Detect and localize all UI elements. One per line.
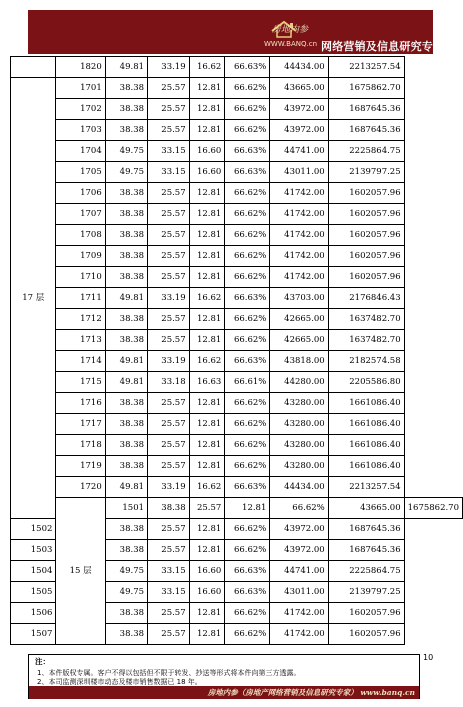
shared-cell: 12.81 bbox=[189, 330, 225, 351]
shared-cell: 12.81 bbox=[189, 435, 225, 456]
unit-cell: 1705 bbox=[56, 162, 105, 183]
area-cell: 38.38 bbox=[105, 435, 147, 456]
logo-url: WWW.BANQ.cn bbox=[264, 40, 318, 48]
area-cell: 38.38 bbox=[105, 624, 147, 645]
shared-cell: 12.81 bbox=[189, 393, 225, 414]
total-cell: 2176846.43 bbox=[328, 288, 404, 309]
area-cell: 38.38 bbox=[105, 204, 147, 225]
rate-cell: 66.62% bbox=[270, 498, 328, 519]
inner-cell: 25.57 bbox=[148, 540, 190, 561]
price-cell: 44434.00 bbox=[270, 477, 328, 498]
price-cell: 41742.00 bbox=[270, 225, 328, 246]
inner-cell: 25.57 bbox=[148, 414, 190, 435]
inner-cell: 33.19 bbox=[148, 477, 190, 498]
inner-cell: 25.57 bbox=[148, 267, 190, 288]
shared-cell: 16.60 bbox=[189, 141, 225, 162]
total-cell: 2225864.75 bbox=[328, 141, 404, 162]
unit-cell: 1712 bbox=[56, 309, 105, 330]
table-row bbox=[11, 330, 463, 351]
inner-cell: 25.57 bbox=[148, 330, 190, 351]
floor-cell: 17 层 bbox=[11, 78, 56, 519]
price-cell: 43665.00 bbox=[270, 78, 328, 99]
total-cell: 1637482.70 bbox=[328, 330, 404, 351]
rate-cell: 66.63% bbox=[225, 582, 270, 603]
rate-cell: 66.63% bbox=[225, 477, 270, 498]
total-cell: 1602057.96 bbox=[328, 603, 404, 624]
total-cell: 2205586.80 bbox=[328, 372, 404, 393]
inner-cell: 33.15 bbox=[148, 162, 190, 183]
total-cell: 2213257.54 bbox=[328, 477, 404, 498]
unit-cell: 1718 bbox=[56, 435, 105, 456]
price-cell: 43011.00 bbox=[270, 162, 328, 183]
price-cell: 44434.00 bbox=[270, 57, 328, 78]
shared-cell: 16.62 bbox=[189, 57, 225, 78]
unit-cell: 1702 bbox=[56, 99, 105, 120]
area-cell: 38.38 bbox=[105, 267, 147, 288]
area-cell: 38.38 bbox=[105, 456, 147, 477]
inner-cell: 25.57 bbox=[148, 120, 190, 141]
rate-cell: 66.62% bbox=[225, 519, 270, 540]
inner-cell: 25.57 bbox=[148, 99, 190, 120]
rate-cell: 66.62% bbox=[225, 120, 270, 141]
inner-cell: 25.57 bbox=[148, 603, 190, 624]
total-cell: 1661086.40 bbox=[328, 414, 404, 435]
price-cell: 43280.00 bbox=[270, 435, 328, 456]
note-1: 1、本件版权专属。客户不得以包括但不限于转发、抄送等形式将本件向第三方透露。 bbox=[37, 669, 301, 677]
price-cell: 42665.00 bbox=[270, 309, 328, 330]
area-cell: 49.81 bbox=[105, 477, 147, 498]
area-cell: 38.38 bbox=[105, 78, 147, 99]
unit-cell: 1704 bbox=[56, 141, 105, 162]
footer-brand-text: 房地内参（房地产网络营销及信息研究专家） www.banq.cn bbox=[207, 688, 415, 697]
table-row bbox=[11, 456, 463, 477]
rate-cell: 66.62% bbox=[225, 435, 270, 456]
price-cell: 44741.00 bbox=[270, 141, 328, 162]
area-cell: 38.38 bbox=[105, 99, 147, 120]
header-title: 网络营销及信息研究专家 bbox=[321, 40, 433, 69]
area-cell: 38.38 bbox=[105, 603, 147, 624]
total-cell: 1637482.70 bbox=[328, 309, 404, 330]
total-cell: 2139797.25 bbox=[328, 162, 404, 183]
price-cell: 43972.00 bbox=[270, 99, 328, 120]
area-cell: 49.75 bbox=[105, 141, 147, 162]
shared-cell: 12.81 bbox=[189, 267, 225, 288]
table-row bbox=[11, 351, 463, 372]
unit-cell: 1715 bbox=[56, 372, 105, 393]
shared-cell: 12.81 bbox=[189, 414, 225, 435]
unit-cell: 1504 bbox=[11, 561, 56, 582]
price-cell: 43280.00 bbox=[270, 414, 328, 435]
inner-cell: 25.57 bbox=[148, 309, 190, 330]
area-cell: 38.38 bbox=[105, 309, 147, 330]
price-cell: 43972.00 bbox=[270, 519, 328, 540]
area-cell: 38.38 bbox=[105, 120, 147, 141]
footer-notes bbox=[28, 654, 420, 699]
rate-cell: 66.63% bbox=[225, 57, 270, 78]
unit-cell: 1709 bbox=[56, 246, 105, 267]
rate-cell: 66.62% bbox=[225, 414, 270, 435]
table-row bbox=[11, 267, 463, 288]
price-cell: 43818.00 bbox=[270, 351, 328, 372]
table-row bbox=[11, 477, 463, 498]
inner-cell: 25.57 bbox=[148, 456, 190, 477]
table-row bbox=[11, 183, 463, 204]
inner-cell: 33.19 bbox=[148, 57, 190, 78]
inner-cell: 25.57 bbox=[148, 225, 190, 246]
inner-cell: 25.57 bbox=[148, 519, 190, 540]
unit-cell: 1820 bbox=[56, 57, 105, 78]
area-cell: 49.81 bbox=[105, 288, 147, 309]
total-cell: 2225864.75 bbox=[328, 561, 404, 582]
inner-cell: 33.15 bbox=[148, 141, 190, 162]
area-cell: 38.38 bbox=[105, 246, 147, 267]
rate-cell: 66.62% bbox=[225, 99, 270, 120]
shared-cell: 16.62 bbox=[189, 351, 225, 372]
area-cell: 49.81 bbox=[105, 351, 147, 372]
table-row bbox=[11, 246, 463, 267]
total-cell: 1687645.36 bbox=[328, 99, 404, 120]
rate-cell: 66.62% bbox=[225, 393, 270, 414]
shared-cell: 16.60 bbox=[189, 162, 225, 183]
unit-cell: 1506 bbox=[11, 603, 56, 624]
inner-cell: 33.19 bbox=[148, 351, 190, 372]
price-cell: 41742.00 bbox=[270, 267, 328, 288]
rate-cell: 66.62% bbox=[225, 267, 270, 288]
shared-cell: 12.81 bbox=[189, 540, 225, 561]
floor-cell bbox=[11, 57, 56, 78]
rate-cell: 66.63% bbox=[225, 561, 270, 582]
shared-cell: 16.62 bbox=[189, 477, 225, 498]
shared-cell: 12.81 bbox=[189, 99, 225, 120]
price-cell: 43972.00 bbox=[270, 120, 328, 141]
table-row bbox=[11, 414, 463, 435]
unit-cell: 1711 bbox=[56, 288, 105, 309]
unit-cell: 1713 bbox=[56, 330, 105, 351]
total-cell: 1602057.96 bbox=[328, 204, 404, 225]
area-cell: 49.75 bbox=[105, 162, 147, 183]
inner-cell: 25.57 bbox=[148, 435, 190, 456]
area-cell: 49.81 bbox=[105, 372, 147, 393]
inner-cell: 25.57 bbox=[189, 498, 225, 519]
unit-cell: 1714 bbox=[56, 351, 105, 372]
shared-cell: 16.60 bbox=[189, 561, 225, 582]
rate-cell: 66.63% bbox=[225, 288, 270, 309]
total-cell: 2182574.58 bbox=[328, 351, 404, 372]
unit-cell: 1708 bbox=[56, 225, 105, 246]
area-cell: 38.38 bbox=[105, 414, 147, 435]
shared-cell: 12.81 bbox=[189, 183, 225, 204]
area-cell: 38.38 bbox=[105, 183, 147, 204]
table-row bbox=[11, 162, 463, 183]
rate-cell: 66.61% bbox=[225, 372, 270, 393]
total-cell: 1602057.96 bbox=[328, 624, 404, 645]
unit-cell: 1716 bbox=[56, 393, 105, 414]
note-2: 2、本司监测深圳楼市动态及楼市销售数据已 18 年。 bbox=[37, 678, 202, 686]
inner-cell: 33.19 bbox=[148, 288, 190, 309]
inner-cell: 25.57 bbox=[148, 183, 190, 204]
rate-cell: 66.62% bbox=[225, 456, 270, 477]
rate-cell: 66.62% bbox=[225, 624, 270, 645]
table-row bbox=[11, 78, 463, 99]
rate-cell: 66.62% bbox=[225, 225, 270, 246]
price-cell: 44280.00 bbox=[270, 372, 328, 393]
price-cell: 43280.00 bbox=[270, 393, 328, 414]
shared-cell: 16.63 bbox=[189, 372, 225, 393]
table-row bbox=[11, 99, 463, 120]
unit-cell: 1719 bbox=[56, 456, 105, 477]
inner-cell: 33.15 bbox=[148, 582, 190, 603]
total-cell: 1687645.36 bbox=[328, 120, 404, 141]
table-row bbox=[11, 498, 463, 519]
table-row bbox=[11, 372, 463, 393]
total-cell: 1687645.36 bbox=[328, 519, 404, 540]
price-cell: 42665.00 bbox=[270, 330, 328, 351]
total-cell: 1675862.70 bbox=[328, 78, 404, 99]
unit-cell: 1717 bbox=[56, 414, 105, 435]
shared-cell: 12.81 bbox=[189, 246, 225, 267]
shared-cell: 12.81 bbox=[189, 120, 225, 141]
total-cell: 1602057.96 bbox=[328, 183, 404, 204]
unit-cell: 1707 bbox=[56, 204, 105, 225]
table-row bbox=[11, 435, 463, 456]
shared-cell: 16.60 bbox=[189, 582, 225, 603]
shared-cell: 12.81 bbox=[189, 204, 225, 225]
inner-cell: 25.57 bbox=[148, 204, 190, 225]
table-row bbox=[11, 120, 463, 141]
area-cell: 38.38 bbox=[105, 330, 147, 351]
area-cell: 38.38 bbox=[105, 540, 147, 561]
area-cell: 38.38 bbox=[148, 498, 190, 519]
table-row bbox=[11, 225, 463, 246]
inner-cell: 25.57 bbox=[148, 246, 190, 267]
inner-cell: 25.57 bbox=[148, 393, 190, 414]
unit-cell: 1501 bbox=[105, 498, 147, 519]
unit-cell: 1701 bbox=[56, 78, 105, 99]
note-heading: 注： bbox=[35, 657, 50, 666]
unit-cell: 1706 bbox=[56, 183, 105, 204]
total-cell: 1687645.36 bbox=[328, 540, 404, 561]
table-row bbox=[11, 309, 463, 330]
shared-cell: 12.81 bbox=[189, 603, 225, 624]
floor-cell: 15 层 bbox=[56, 498, 105, 645]
unit-cell: 1502 bbox=[11, 519, 56, 540]
shared-cell: 12.81 bbox=[189, 624, 225, 645]
area-cell: 38.38 bbox=[105, 519, 147, 540]
area-cell: 38.38 bbox=[105, 393, 147, 414]
price-cell: 44741.00 bbox=[270, 561, 328, 582]
rate-cell: 66.62% bbox=[225, 246, 270, 267]
rate-cell: 66.62% bbox=[225, 309, 270, 330]
rate-cell: 66.63% bbox=[225, 162, 270, 183]
rate-cell: 66.62% bbox=[225, 78, 270, 99]
total-cell: 1602057.96 bbox=[328, 267, 404, 288]
unit-cell: 1703 bbox=[56, 120, 105, 141]
inner-cell: 25.57 bbox=[148, 78, 190, 99]
page-number: 10 bbox=[423, 653, 434, 662]
footer-brand-bar bbox=[29, 686, 419, 699]
rate-cell: 66.62% bbox=[225, 540, 270, 561]
shared-cell: 12.81 bbox=[189, 519, 225, 540]
price-cell: 41742.00 bbox=[270, 624, 328, 645]
table-row bbox=[11, 57, 463, 78]
price-cell: 43703.00 bbox=[270, 288, 328, 309]
total-cell: 1675862.70 bbox=[404, 498, 462, 519]
inner-cell: 33.15 bbox=[148, 561, 190, 582]
price-cell: 41742.00 bbox=[270, 204, 328, 225]
area-cell: 38.38 bbox=[105, 225, 147, 246]
area-cell: 49.75 bbox=[105, 561, 147, 582]
shared-cell: 16.62 bbox=[189, 288, 225, 309]
shared-cell: 12.81 bbox=[189, 78, 225, 99]
rate-cell: 66.63% bbox=[225, 141, 270, 162]
shared-cell: 12.81 bbox=[189, 309, 225, 330]
shared-cell: 12.81 bbox=[225, 498, 270, 519]
unit-cell: 1507 bbox=[11, 624, 56, 645]
unit-cell: 1710 bbox=[56, 267, 105, 288]
rate-cell: 66.62% bbox=[225, 603, 270, 624]
total-cell: 2213257.54 bbox=[328, 57, 404, 78]
table-row bbox=[11, 204, 463, 225]
total-cell: 1661086.40 bbox=[328, 435, 404, 456]
table-row bbox=[11, 141, 463, 162]
price-cell: 43665.00 bbox=[328, 498, 404, 519]
area-cell: 49.81 bbox=[105, 57, 147, 78]
price-cell: 43972.00 bbox=[270, 540, 328, 561]
price-cell: 43011.00 bbox=[270, 582, 328, 603]
inner-cell: 33.18 bbox=[148, 372, 190, 393]
unit-price-table bbox=[10, 56, 463, 645]
price-cell: 41742.00 bbox=[270, 183, 328, 204]
area-cell: 49.75 bbox=[105, 582, 147, 603]
unit-cell: 1503 bbox=[11, 540, 56, 561]
unit-cell: 1505 bbox=[11, 582, 56, 603]
total-cell: 1661086.40 bbox=[328, 456, 404, 477]
total-cell: 1602057.96 bbox=[328, 246, 404, 267]
shared-cell: 12.81 bbox=[189, 225, 225, 246]
total-cell: 2139797.25 bbox=[328, 582, 404, 603]
rate-cell: 66.62% bbox=[225, 204, 270, 225]
logo-script-text: 房地内参 bbox=[272, 25, 309, 35]
total-cell: 1661086.40 bbox=[328, 393, 404, 414]
shared-cell: 12.81 bbox=[189, 456, 225, 477]
price-cell: 41742.00 bbox=[270, 246, 328, 267]
rate-cell: 66.62% bbox=[225, 183, 270, 204]
table-row bbox=[11, 288, 463, 309]
table-row bbox=[11, 393, 463, 414]
price-cell: 43280.00 bbox=[270, 456, 328, 477]
rate-cell: 66.62% bbox=[225, 330, 270, 351]
price-cell: 41742.00 bbox=[270, 603, 328, 624]
unit-cell: 1720 bbox=[56, 477, 105, 498]
rate-cell: 66.63% bbox=[225, 351, 270, 372]
total-cell: 1602057.96 bbox=[328, 225, 404, 246]
inner-cell: 25.57 bbox=[148, 624, 190, 645]
